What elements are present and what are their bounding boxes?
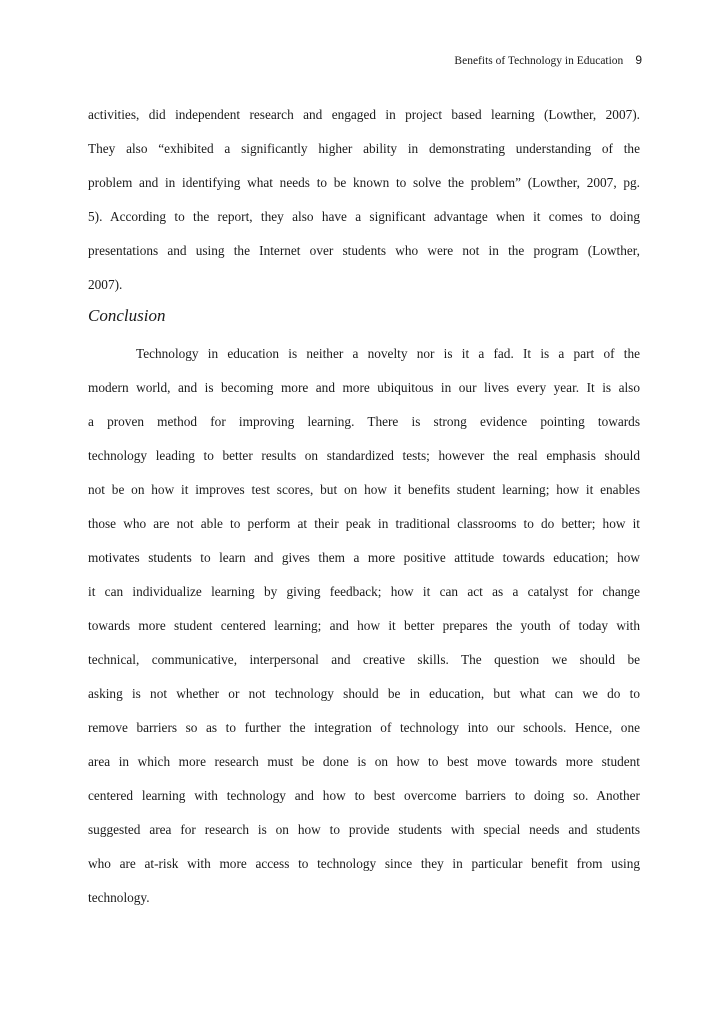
text-line: those who are not able to perform at their peak in traditional classrooms to do better; how it xyxy=(88,516,640,531)
text-line: area in which more research must be done is on how to best move towards more student xyxy=(88,754,640,769)
text-line: suggested area for research is on how to provide students with special needs and students xyxy=(88,822,640,837)
text-line: motivates students to learn and gives them a more positive attitude towards education; how xyxy=(88,550,640,565)
running-title: Benefits of Technology in Education xyxy=(454,55,624,67)
page-number: 9 xyxy=(635,53,642,67)
text-line: remove barriers so as to further the integration of technology into our schools. Hence, one xyxy=(88,720,640,735)
text-line: centered learning with technology and how to best overcome barriers to doing so. Another xyxy=(88,788,640,803)
text-line: 5). According to the report, they also have a significant advantage when it comes to doing xyxy=(88,209,640,224)
text-line: presentations and using the Internet over students who were not in the program (Lowther, xyxy=(88,243,640,258)
text-line: a proven method for improving learning. There is strong evidence pointing towards xyxy=(88,414,640,429)
text-line: asking is not whether or not technology should be in education, but what can we do to xyxy=(88,686,640,701)
text-line: not be on how it improves test scores, but on how it benefits student learning; how it enables xyxy=(88,482,640,497)
text-line: technology leading to better results on standardized tests; however the real emphasis should xyxy=(88,448,640,463)
text-line: 2007). xyxy=(88,277,123,292)
text-line: Technology in education is neither a novelty nor is it a fad. It is a part of the xyxy=(136,346,640,361)
text-line: They also “exhibited a significantly higher ability in demonstrating understanding of the xyxy=(88,141,640,156)
text-line: it can individualize learning by giving feedback; how it can act as a catalyst for change xyxy=(88,584,640,599)
text-line: technology. xyxy=(88,890,150,905)
section-heading: Conclusion xyxy=(88,306,166,325)
running-head xyxy=(454,52,642,69)
text-line: modern world, and is becoming more and more ubiquitous in our lives every year. It is also xyxy=(88,380,640,395)
text-line: towards more student centered learning; and how it better prepares the youth of today with xyxy=(88,618,640,633)
paragraph-continuation xyxy=(88,98,640,302)
text-line: who are at-risk with more access to technology since they in particular benefit from using xyxy=(88,856,640,871)
text-line: activities, did independent research and engaged in project based learning (Lowther, 2007). xyxy=(88,107,640,122)
text-line: problem and in identifying what needs to be known to solve the problem” (Lowther, 2007, pg. xyxy=(88,175,640,190)
conclusion-paragraph xyxy=(88,337,640,915)
text-line: technical, communicative, interpersonal and creative skills. The question we should be xyxy=(88,652,640,667)
